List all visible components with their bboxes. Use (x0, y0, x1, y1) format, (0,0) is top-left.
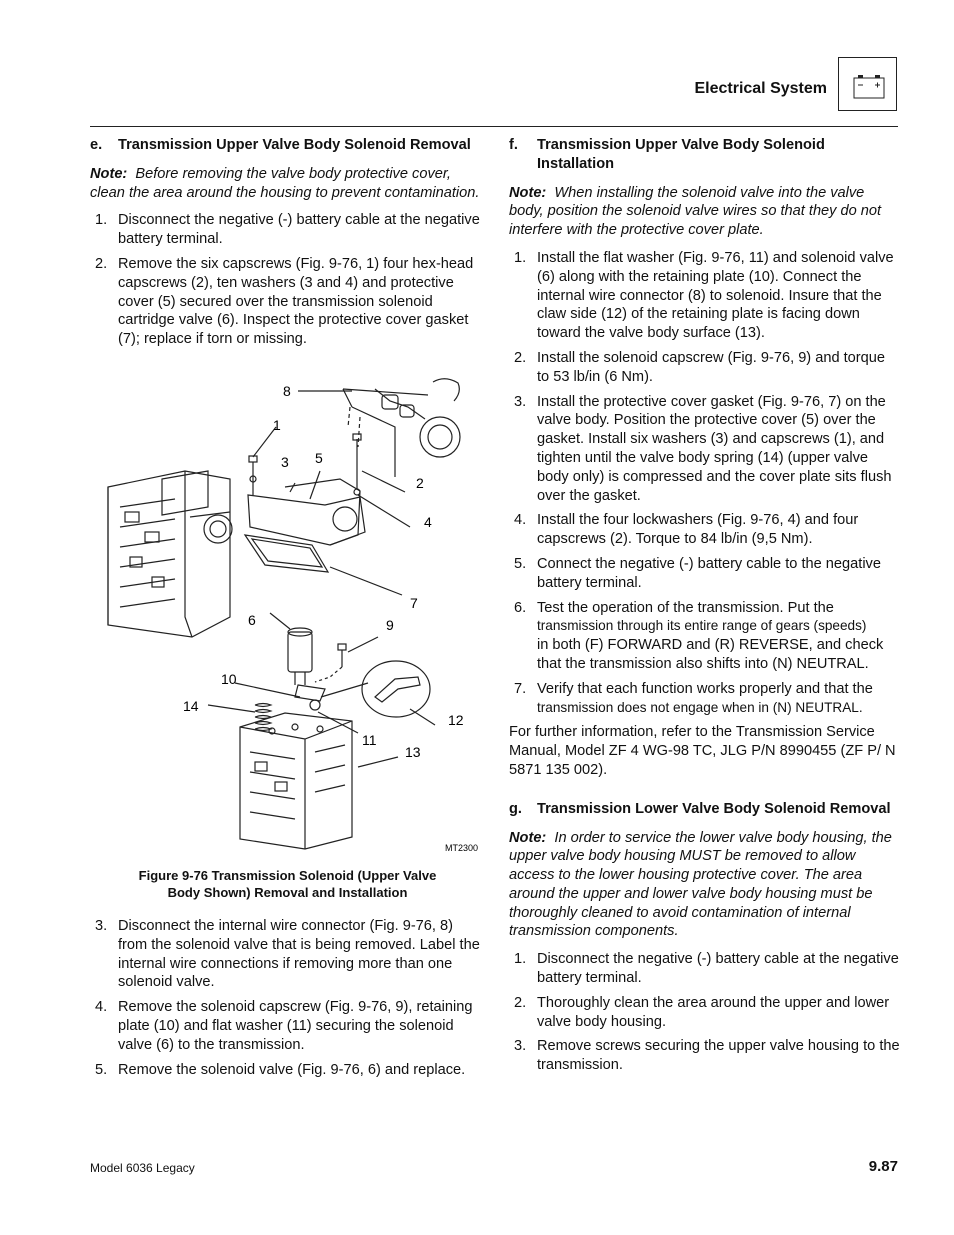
list-item (509, 555, 901, 593)
step-number: 2. (514, 349, 527, 366)
list-item (509, 680, 901, 718)
callout-label: 12 (448, 711, 464, 728)
header-divider (90, 126, 898, 127)
right-column (509, 136, 901, 1081)
callout-label: 2 (416, 474, 424, 491)
step-text: in both (F) FORWARD and (R) REVERSE, and check that the transmission also shifts into (N) NEUTRAL. (537, 637, 884, 672)
note (90, 165, 485, 203)
callout-label: 1 (273, 416, 281, 433)
step-text: Remove the solenoid capscrew (Fig. 9-76, 9), retaining plate (10) and flat washer (11) securing the solenoid valve (6) to the transmission. (118, 999, 473, 1053)
list-item (509, 349, 901, 387)
step-text: Test the operation of the transmission. Put the (537, 599, 834, 616)
note-label: Note: (509, 184, 547, 201)
figure-9-76 (90, 367, 485, 857)
step-text: Remove the six capscrews (Fig. 9-76, 1) four hex-head capscrews (2), ten washers (3 and 4) and protective cover (5) secured over the transmission solenoid cartridge valve (6). Inspect the protective cover gasket (7); replace if torn or missing. (118, 255, 474, 348)
step-number: 5. (95, 1061, 108, 1078)
section-f-heading (509, 136, 901, 174)
removal-steps (90, 211, 485, 349)
installation-steps (509, 249, 901, 717)
step-number: 4. (514, 512, 527, 529)
step-text: Disconnect the internal wire connector (Fig. 9-76, 8) from the solenoid valve that is being removed. Label the internal wire connections if removing more than one solenoid valve. (118, 917, 480, 991)
step-text: Disconnect the negative (-) battery cable at the negative battery terminal. (118, 212, 480, 248)
list-item (90, 211, 485, 249)
step-text: Install the protective cover gasket (Fig. 9-76, 7) on the valve body. Position the protective cover (5) over the gasket. Install six washers (3) and capscrews (1), and tighten until the valve body spring (14) (upper valve body only) is compressed and the cover plate sits flush over the gasket. (537, 393, 892, 504)
further-info: For further information, refer to the Transmission Service Manual, Model ZF 4 WG-98 TC, JLG P/N 8990455 (ZF P/ N 5871 135 002). (509, 724, 896, 778)
lower-removal-steps (509, 950, 901, 1075)
figure-caption (90, 867, 485, 901)
step-number: 3. (95, 917, 108, 934)
caption-line: Figure 9-76 Transmission Solenoid (Upper Valve (138, 867, 437, 883)
note-text: In order to service the lower valve body housing, the upper valve body housing MUST be removed to allow access to the lower housing protective cover. The area around the upper and lower valve body housing must be thoroughly cleaned to avoid contamination of internal transmission components. (509, 829, 892, 940)
step-number: 7. (514, 680, 527, 697)
section-title: Transmission Upper Valve Body Solenoid Removal (118, 137, 471, 153)
section-letter: g. (509, 800, 522, 817)
caption-line: Body Shown) Removal and Installation (167, 884, 408, 900)
note-text: When installing the solenoid valve into the valve body, position the solenoid valve wires so that they do not interfere with the protective cover plate. (509, 184, 882, 239)
section-g-heading (509, 800, 901, 819)
step-text: Connect the negative (-) battery cable to the negative battery terminal. (537, 555, 881, 591)
section-header-title: Electrical System (694, 80, 827, 97)
removal-steps-continued (90, 917, 485, 1079)
list-item (90, 917, 485, 992)
callout-label: 5 (315, 449, 323, 466)
note (509, 829, 901, 942)
step-text: transmission through its entire range of gears (speeds) (537, 618, 867, 634)
step-text: Install the four lockwashers (Fig. 9-76, 4) and four capscrews (2). Torque to 84 lb/in (9,5 Nm). (537, 512, 859, 548)
callout-label: 4 (424, 513, 432, 530)
note (509, 184, 901, 240)
list-item (509, 1037, 901, 1075)
left-column (90, 136, 485, 1085)
list-item (509, 249, 901, 343)
callout-label: 9 (386, 616, 394, 633)
step-text: Thoroughly clean the area around the upper and lower valve body housing. (537, 994, 890, 1030)
step-text: transmission does not engage when in (N) NEUTRAL. (537, 699, 863, 715)
list-item (509, 994, 901, 1032)
section-title: Transmission Lower Valve Body Solenoid Removal (537, 800, 891, 817)
callout-label: 13 (405, 743, 421, 760)
page-number: 9.87 (868, 1158, 898, 1175)
step-number: 1. (514, 249, 527, 266)
callout-label: 8 (283, 382, 291, 399)
step-number: 1. (514, 951, 527, 968)
list-item (509, 599, 901, 674)
list-item (90, 1061, 485, 1080)
step-text: Remove the solenoid valve (Fig. 9-76, 6) and replace. (118, 1061, 466, 1078)
solenoid-exploded-diagram (90, 367, 485, 857)
note-label: Note: (90, 165, 128, 182)
step-text: Remove screws securing the upper valve housing to the transmission. (537, 1038, 900, 1074)
callout-label: 3 (281, 453, 289, 470)
section-e-heading (90, 136, 485, 155)
battery-icon (838, 57, 897, 111)
section-letter: e. (90, 137, 103, 153)
note-label: Note: (509, 829, 547, 846)
footer-model: Model 6036 Legacy (90, 1161, 195, 1175)
section-letter: f. (509, 137, 518, 153)
callout-label: 14 (183, 697, 199, 714)
step-number: 3. (514, 1038, 527, 1055)
step-number: 4. (95, 999, 108, 1016)
step-number: 3. (514, 393, 527, 410)
step-number: 6. (514, 599, 527, 616)
step-text: Install the flat washer (Fig. 9-76, 11) and solenoid valve (6) along with the retaining plate (10). Connect the internal wire connector (8) to solenoid. Insure that the claw side (12) of the retaining plate is facing down toward the valve body surface (13). (537, 249, 894, 342)
callout-label: 6 (248, 611, 256, 628)
figure-code: MT2300 (445, 842, 479, 853)
step-number: 2. (95, 255, 108, 272)
section-title: Transmission Upper Valve Body Solenoid Installation (537, 137, 825, 172)
step-text: Install the solenoid capscrew (Fig. 9-76, 9) and torque to 53 lb/in (6 Nm). (537, 349, 886, 385)
list-item (509, 393, 901, 506)
list-item (509, 511, 901, 549)
step-number: 5. (514, 555, 527, 572)
step-number: 2. (514, 994, 527, 1011)
note-text: Before removing the valve body protective cover, clean the area around the housing to prevent contamination. (90, 165, 480, 201)
list-item (509, 950, 901, 988)
step-number: 1. (95, 212, 108, 229)
callout-label: 11 (362, 731, 377, 748)
step-text: Verify that each function works properly and that the (537, 680, 873, 697)
list-item (90, 998, 485, 1054)
step-text: Disconnect the negative (-) battery cable at the negative battery terminal. (537, 951, 899, 987)
callout-label: 7 (410, 594, 418, 611)
callout-label: 10 (221, 670, 237, 687)
list-item (90, 255, 485, 349)
